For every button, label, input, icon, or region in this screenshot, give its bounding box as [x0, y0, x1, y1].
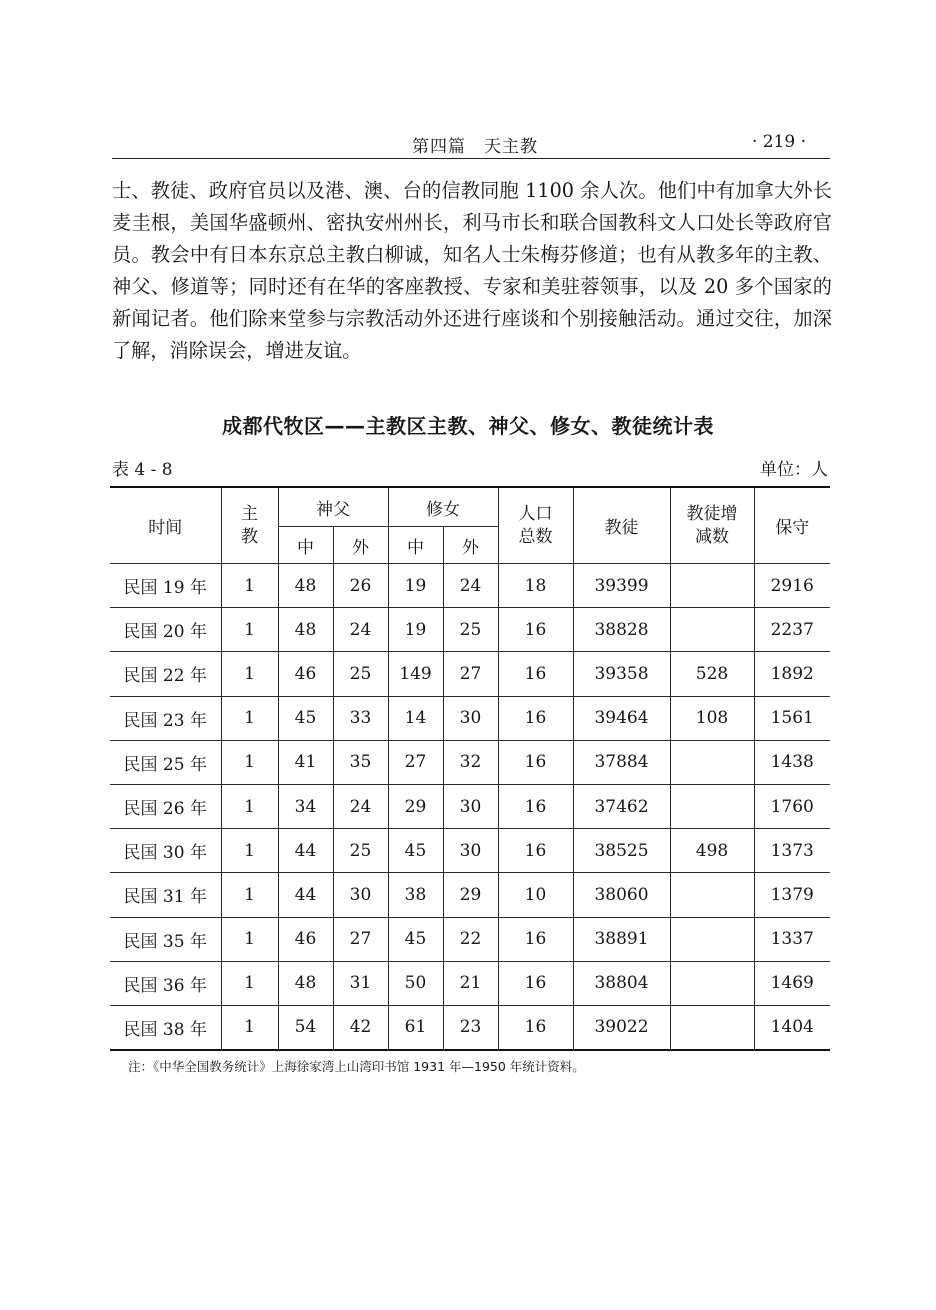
cell-population: 16	[498, 829, 573, 873]
cell-priest-foreign: 30	[333, 873, 388, 917]
cell-priest-domestic: 46	[278, 652, 333, 696]
cell-change	[670, 1005, 754, 1050]
cell-priest-foreign: 24	[333, 784, 388, 828]
cell-time: 民国 22 年	[110, 652, 221, 696]
table-header	[110, 487, 830, 564]
header-change-label: 教徒增减数	[686, 503, 738, 547]
cell-priest-foreign: 27	[333, 917, 388, 961]
cell-priest-foreign: 25	[333, 652, 388, 696]
cell-priest-domestic: 44	[278, 829, 333, 873]
table-row	[110, 696, 830, 740]
cell-bishop: 1	[221, 873, 278, 917]
cell-nun-domestic: 19	[388, 564, 443, 608]
table-row	[110, 1005, 830, 1050]
cell-conservative: 1379	[754, 873, 830, 917]
cell-conservative: 2237	[754, 608, 830, 652]
table-body	[110, 564, 830, 1051]
cell-bishop: 1	[221, 564, 278, 608]
cell-nun-foreign: 22	[443, 917, 498, 961]
table-row	[110, 873, 830, 917]
table-row	[110, 784, 830, 828]
cell-priest-domestic: 54	[278, 1005, 333, 1050]
cell-nun-domestic: 149	[388, 652, 443, 696]
header-priest-foreign: 外	[333, 527, 388, 564]
cell-change: 528	[670, 652, 754, 696]
cell-nun-domestic: 61	[388, 1005, 443, 1050]
header-time: 时间	[110, 487, 221, 564]
cell-believers: 38060	[573, 873, 670, 917]
cell-nun-domestic: 38	[388, 873, 443, 917]
cell-nun-domestic: 50	[388, 961, 443, 1005]
cell-believers: 37462	[573, 784, 670, 828]
cell-believers: 38525	[573, 829, 670, 873]
cell-nun-domestic: 14	[388, 696, 443, 740]
cell-population: 10	[498, 873, 573, 917]
cell-priest-foreign: 24	[333, 608, 388, 652]
cell-priest-foreign: 35	[333, 740, 388, 784]
cell-population: 18	[498, 564, 573, 608]
cell-time: 民国 35 年	[110, 917, 221, 961]
cell-population: 16	[498, 696, 573, 740]
table-row	[110, 961, 830, 1005]
cell-nun-foreign: 24	[443, 564, 498, 608]
cell-bishop: 1	[221, 608, 278, 652]
cell-change	[670, 740, 754, 784]
running-header	[112, 128, 830, 159]
table-row	[110, 829, 830, 873]
cell-time: 民国 36 年	[110, 961, 221, 1005]
cell-time: 民国 23 年	[110, 696, 221, 740]
cell-priest-domestic: 48	[278, 608, 333, 652]
cell-conservative: 1404	[754, 1005, 830, 1050]
table-note: 注：《中华全国教务统计》上海徐家湾上山湾印书馆 1931 年—1950 年统计资料。	[128, 1059, 585, 1074]
cell-time: 民国 25 年	[110, 740, 221, 784]
table-row	[110, 564, 830, 608]
table-number: 表 4 - 8	[112, 460, 173, 480]
cell-change	[670, 873, 754, 917]
cell-population: 16	[498, 608, 573, 652]
header-believers: 教徒	[573, 487, 670, 564]
header-population	[498, 487, 573, 564]
cell-conservative: 1561	[754, 696, 830, 740]
cell-bishop: 1	[221, 696, 278, 740]
cell-conservative: 1373	[754, 829, 830, 873]
cell-population: 16	[498, 652, 573, 696]
cell-conservative: 1469	[754, 961, 830, 1005]
cell-believers: 37884	[573, 740, 670, 784]
cell-change	[670, 608, 754, 652]
body-paragraph-block	[112, 175, 832, 367]
cell-change: 108	[670, 696, 754, 740]
cell-time: 民国 38 年	[110, 1005, 221, 1050]
header-nun-foreign: 外	[443, 527, 498, 564]
cell-priest-foreign: 33	[333, 696, 388, 740]
header-bishop	[221, 487, 278, 564]
cell-believers: 39358	[573, 652, 670, 696]
cell-conservative: 1892	[754, 652, 830, 696]
header-nun-domestic: 中	[388, 527, 443, 564]
cell-priest-domestic: 48	[278, 961, 333, 1005]
cell-time: 民国 31 年	[110, 873, 221, 917]
cell-nun-domestic: 45	[388, 917, 443, 961]
cell-priest-domestic: 44	[278, 873, 333, 917]
cell-nun-domestic: 29	[388, 784, 443, 828]
header-change	[670, 487, 754, 564]
cell-nun-foreign: 21	[443, 961, 498, 1005]
cell-nun-foreign: 25	[443, 608, 498, 652]
cell-priest-foreign: 31	[333, 961, 388, 1005]
cell-bishop: 1	[221, 740, 278, 784]
cell-nun-foreign: 30	[443, 696, 498, 740]
cell-believers: 39399	[573, 564, 670, 608]
table-row	[110, 917, 830, 961]
cell-population: 16	[498, 784, 573, 828]
cell-nun-foreign: 32	[443, 740, 498, 784]
cell-bishop: 1	[221, 917, 278, 961]
chapter-title: 第四篇 天主教	[412, 137, 538, 157]
cell-believers: 39022	[573, 1005, 670, 1050]
cell-change	[670, 564, 754, 608]
cell-change	[670, 961, 754, 1005]
cell-believers: 38828	[573, 608, 670, 652]
table-unit: 单位：人	[760, 460, 828, 480]
cell-priest-domestic: 34	[278, 784, 333, 828]
table-row	[110, 652, 830, 696]
cell-conservative: 1337	[754, 917, 830, 961]
header-bishop-label: 主教	[241, 503, 258, 547]
cell-priest-foreign: 26	[333, 564, 388, 608]
cell-time: 民国 19 年	[110, 564, 221, 608]
cell-bishop: 1	[221, 829, 278, 873]
header-priest-domestic: 中	[278, 527, 333, 564]
header-population-label: 人口总数	[518, 503, 553, 547]
cell-nun-foreign: 29	[443, 873, 498, 917]
cell-change	[670, 917, 754, 961]
cell-population: 16	[498, 917, 573, 961]
cell-believers: 38891	[573, 917, 670, 961]
table-title: 成都代牧区——主教区主教、神父、修女、教徒统计表	[222, 414, 714, 438]
cell-nun-foreign: 30	[443, 784, 498, 828]
statistics-table	[110, 486, 830, 1051]
cell-believers: 39464	[573, 696, 670, 740]
cell-nun-domestic: 19	[388, 608, 443, 652]
header-conservative: 保守	[754, 487, 830, 564]
cell-nun-foreign: 30	[443, 829, 498, 873]
cell-population: 16	[498, 740, 573, 784]
cell-conservative: 2916	[754, 564, 830, 608]
cell-nun-domestic: 27	[388, 740, 443, 784]
cell-conservative: 1438	[754, 740, 830, 784]
cell-time: 民国 26 年	[110, 784, 221, 828]
cell-change	[670, 784, 754, 828]
cell-priest-foreign: 42	[333, 1005, 388, 1050]
cell-priest-domestic: 45	[278, 696, 333, 740]
cell-bishop: 1	[221, 1005, 278, 1050]
cell-population: 16	[498, 1005, 573, 1050]
cell-time: 民国 20 年	[110, 608, 221, 652]
cell-priest-domestic: 46	[278, 917, 333, 961]
cell-bishop: 1	[221, 652, 278, 696]
cell-conservative: 1760	[754, 784, 830, 828]
cell-time: 民国 30 年	[110, 829, 221, 873]
body-paragraph: 士、教徒、政府官员以及港、澳、台的信教同胞 1100 余人次。他们中有加拿大外长麦圭根，美国华盛顿州、密执安州州长，利马市长和联合国教科文人口处长等政府官员。教会中有日本东京总主教白柳诚，知名人士朱梅芬修道；也有从教多年的主教、神父、修道等；同时还有在华的客座教授、专家和美驻蓉领事，以及 20 多个国家的新闻记者。他们除来堂参与宗教活动外还进行座谈和个别接触活动。通过交往，加深了解，消除误会，增进友谊。	[112, 179, 832, 362]
cell-nun-domestic: 45	[388, 829, 443, 873]
cell-change: 498	[670, 829, 754, 873]
header-priest: 神父	[278, 487, 388, 527]
cell-bishop: 1	[221, 961, 278, 1005]
table-row	[110, 608, 830, 652]
cell-priest-foreign: 25	[333, 829, 388, 873]
cell-priest-domestic: 48	[278, 564, 333, 608]
header-nun: 修女	[388, 487, 498, 527]
cell-nun-foreign: 23	[443, 1005, 498, 1050]
cell-population: 16	[498, 961, 573, 1005]
cell-bishop: 1	[221, 784, 278, 828]
table-row	[110, 740, 830, 784]
cell-believers: 38804	[573, 961, 670, 1005]
cell-priest-domestic: 41	[278, 740, 333, 784]
cell-nun-foreign: 27	[443, 652, 498, 696]
page-number: · 219 ·	[751, 132, 806, 152]
